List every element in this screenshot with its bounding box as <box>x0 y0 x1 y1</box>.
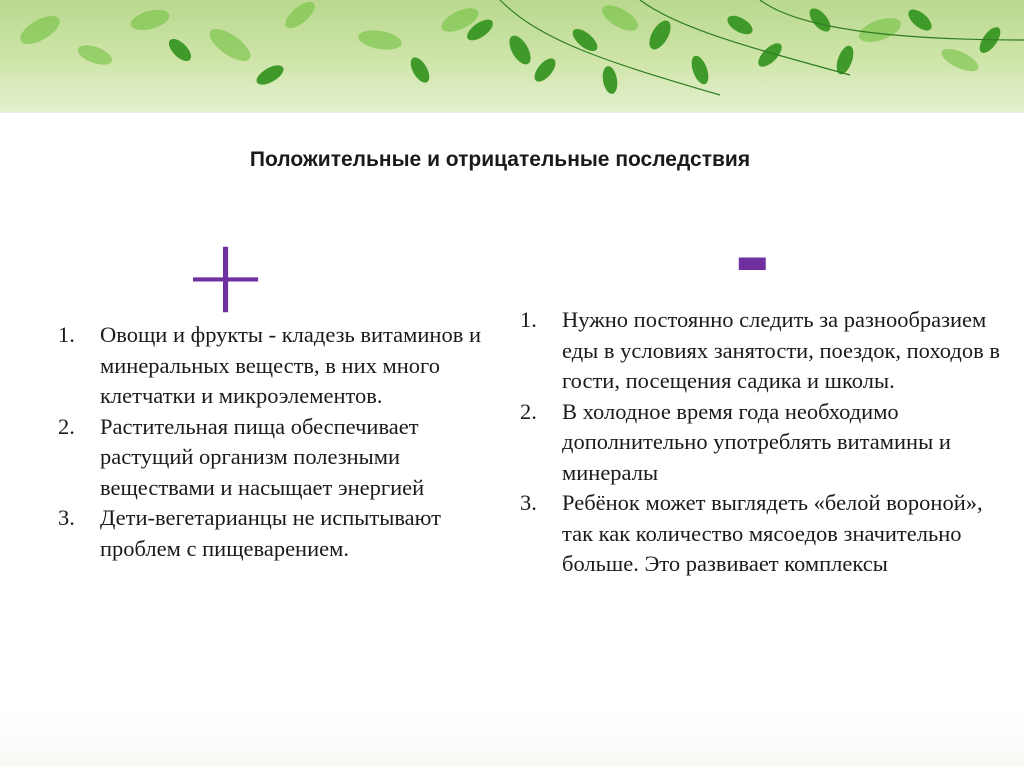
list-number: 2. <box>58 413 75 439</box>
list-text: Растительная пища обеспечивает растущий организм полезными веществами и насыщает энергией <box>100 413 425 500</box>
cons-list <box>520 305 1015 580</box>
list-number: 3. <box>58 505 75 530</box>
list-number: 2. <box>520 398 537 424</box>
list-item <box>520 397 1015 489</box>
pros-list <box>58 320 488 564</box>
list-text: Овощи и фрукты - кладезь витаминов и минеральных веществ, в них много клетчатки и микроэлементов. <box>100 322 481 408</box>
list-number: 1. <box>58 322 75 347</box>
list-item <box>58 320 488 412</box>
list-item <box>58 503 488 564</box>
list-text: В холодное время года необходимо дополнительно употреблять витамины и минералы <box>562 398 951 485</box>
list-number: 3. <box>520 490 537 515</box>
list-text: Ребёнок может выглядеть «белой вороной», так как количество мясоедов значительно больше. Это развивает комплексы <box>562 490 983 576</box>
slide-title: Положительные и отрицательные последствия <box>249 148 751 171</box>
banner-divider <box>0 112 1024 113</box>
list-text: Дети-вегетарианцы не испытывают проблем с пищеварением. <box>100 505 442 561</box>
plus-sign: + <box>182 215 270 337</box>
list-item <box>520 305 1015 397</box>
list-text: Нужно постоянно следить за разнообразием еды в условиях занятости, поездок, походов в гости, посещения садика и школы. <box>562 307 1000 393</box>
minus-sign: - <box>734 207 771 310</box>
green-leaves-banner <box>0 0 1024 112</box>
list-number: 1. <box>520 307 537 332</box>
list-item <box>58 412 488 504</box>
list-item <box>520 488 1015 580</box>
leaves-banner <box>0 0 1024 112</box>
bottom-fade <box>0 707 1024 767</box>
